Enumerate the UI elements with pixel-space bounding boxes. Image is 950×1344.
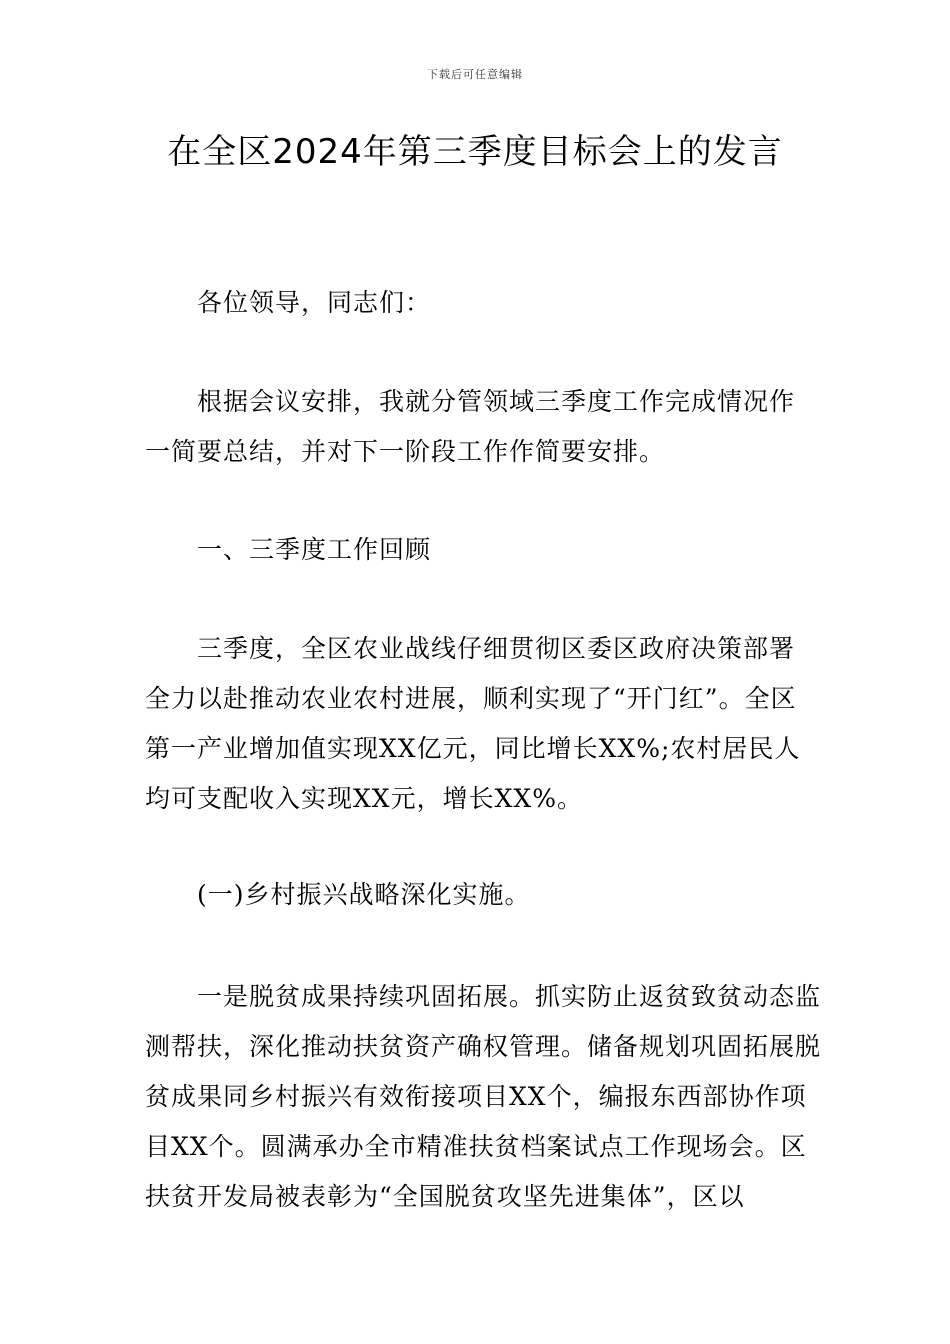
section-heading-review: 一、三季度工作回顾 [197,535,432,564]
paragraph-summary: 三季度，全区农业战线仔细贯彻区委区政府决策部署全力以赴推动农业农村进展，顺利实现了“开门红”。全区第一产业增加值实现XX亿元，同比增长XX%;农村居民人均可支配收入实现XX元，增长XX%。 [145,634,801,813]
salutation: 各位领导，同志们： [197,288,432,317]
header-note: 下载后可任意编辑 [427,68,523,81]
paragraph-intro: 根据会议安排，我就分管领域三季度工作完成情况作一简要总结，并对下一阶段工作作简要安排。 [145,387,796,466]
subsection-heading-rural: (一)乡村振兴战略深化实施。 [197,880,531,909]
paragraph-poverty: 一是脱贫成果持续巩固拓展。抓实防止返贫致贫动态监测帮扶，深化推动扶贫资产确权管理。储备规划巩固拓展脱贫成果同乡村振兴有效衔接项目XX个，编报东西部协作项目XX个。圆满承办全市精准扶贫档案试点工作现场会。区扶贫开发局被表彰为“全国脱贫攻坚先进集体”，区以 [145,982,822,1211]
page-title: 在全区2024年第三季度目标会上的发言 [167,132,783,172]
